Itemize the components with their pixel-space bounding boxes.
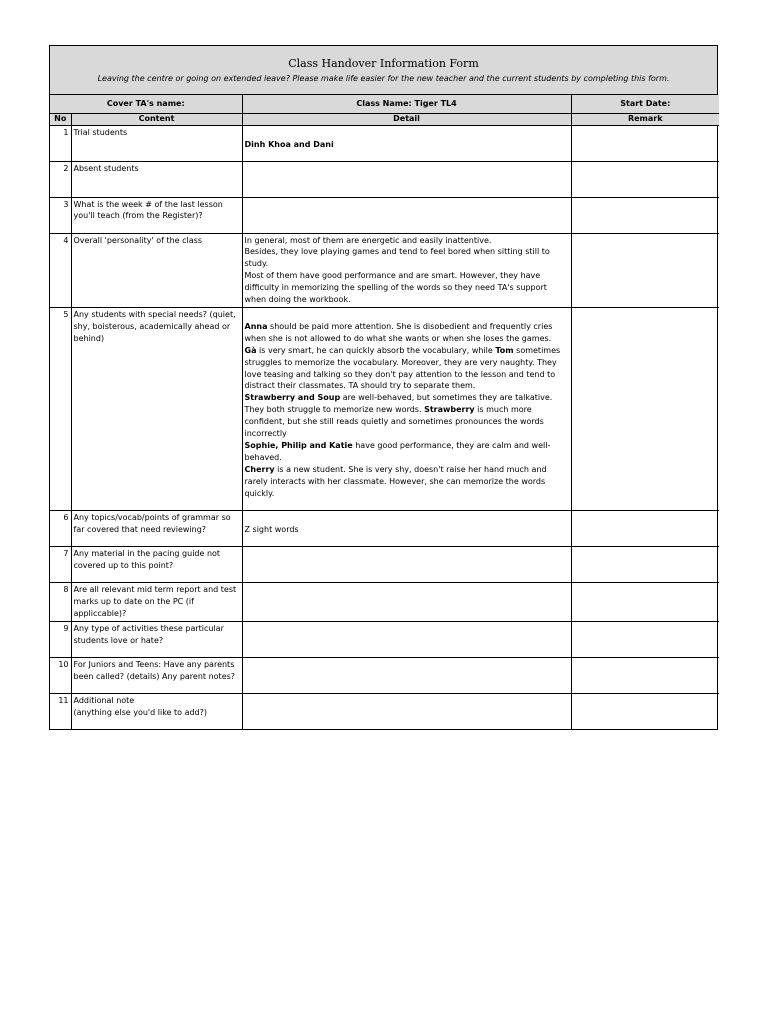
student-name-ga: Gà <box>244 345 257 355</box>
content-line: (anything else you'd like to add?) <box>73 707 208 717</box>
row-content: What is the week # of the last lesson you'll teach (from the Register)? <box>71 197 242 233</box>
row-number: 9 <box>50 621 71 657</box>
detail-paragraph-strawberry-soup <box>245 392 569 440</box>
table-row <box>50 307 719 510</box>
row-remark <box>571 510 719 546</box>
row-remark <box>571 657 719 693</box>
detail-line: In general, most of them are energetic and easily inattentive. <box>244 235 492 245</box>
row-remark <box>571 582 719 621</box>
row-content: Any type of activities these particular students love or hate? <box>71 621 242 657</box>
detail-paragraph-anna <box>245 321 569 345</box>
table-row <box>50 546 719 582</box>
detail-paragraph-sophie-philip-katie <box>245 440 569 464</box>
row-number: 5 <box>50 307 71 510</box>
student-name-cherry: Cherry <box>244 464 275 474</box>
form-subtitle: Leaving the centre or going on extended leave? Please make life easier for the new teacher and the current students by completing this form. <box>97 74 670 83</box>
row-detail <box>242 582 571 621</box>
col-detail-header: Detail <box>242 113 571 125</box>
info-header-row <box>50 95 719 113</box>
student-name-anna: Anna <box>244 321 268 331</box>
row-detail <box>242 197 571 233</box>
row-content: Any topics/vocab/points of grammar so far covered that need reviewing? <box>71 510 242 546</box>
student-name-sophie-philip-katie: Sophie, Philip and Katie <box>244 441 353 450</box>
row-remark <box>571 125 719 161</box>
row-remark <box>571 693 719 729</box>
table-row <box>50 657 719 693</box>
row-remark <box>571 307 719 510</box>
row-number: 7 <box>50 546 71 582</box>
detail-paragraph-ga-tom <box>245 345 569 393</box>
column-header-row <box>50 113 719 125</box>
content-line: Additional note <box>73 695 135 705</box>
form-title: Class Handover Information Form <box>288 57 479 70</box>
row-content: Any material in the pacing guide not covered up to this point? <box>71 546 242 582</box>
row-detail <box>242 161 571 197</box>
detail-text: is much more confident, but she still reads quietly and sometimes pronounces the words incorrectly <box>244 405 544 439</box>
row-content: Any students with special needs? (quiet, shy, boisterous, academically ahead or behind) <box>71 307 242 510</box>
col-no-header: No <box>50 113 71 125</box>
row-detail <box>242 307 571 510</box>
handover-table <box>50 95 719 729</box>
detail-text: sometimes struggles to memorize the vocabulary. Moreover, they are very naughty. They love teasing and talking so they don't pay attention to the lesson and tend to distract their classmates. TA should try to separate them. <box>244 345 561 391</box>
row-content <box>71 693 242 729</box>
trial-students-detail: Dinh Khoa and Dani <box>244 139 334 149</box>
row-detail <box>242 621 571 657</box>
class-name-label: Class Name: Tiger TL4 <box>242 95 571 113</box>
row-content: Are all relevant mid term report and test marks up to date on the PC (if appliccable)? <box>71 582 242 621</box>
row-detail <box>242 510 571 546</box>
row-content: Trial students <box>71 125 242 161</box>
detail-text: are well-behaved, but sometimes they are talkative. They both struggle to memorize new words. <box>244 393 553 415</box>
row-remark <box>571 233 719 307</box>
table-row <box>50 125 719 161</box>
table-row <box>50 582 719 621</box>
row-content: Absent students <box>71 161 242 197</box>
row-number: 11 <box>50 693 71 729</box>
handover-form <box>49 45 718 730</box>
row-content: For Juniors and Teens: Have any parents been called? (details) Any parent notes? <box>71 657 242 693</box>
row-detail <box>242 233 571 307</box>
row-detail <box>242 657 571 693</box>
detail-line: Most of them have good performance and are smart. However, they have difficulty in memorizing the spelling of the words so they need TA's support when doing the workbook. <box>244 271 547 305</box>
row-remark <box>571 546 719 582</box>
row-number: 4 <box>50 233 71 307</box>
detail-text: is a new student. She is very shy, doesn't raise her hand much and rarely interacts with her classmate. However, she can memorize the words quickly. <box>244 464 547 498</box>
col-remark-header: Remark <box>571 113 719 125</box>
row-number: 2 <box>50 161 71 197</box>
table-row <box>50 621 719 657</box>
detail-text: is very smart, he can quickly absorb the vocabulary, while <box>256 345 496 355</box>
row-detail <box>242 693 571 729</box>
row-number: 1 <box>50 125 71 161</box>
table-row <box>50 510 719 546</box>
row-number: 10 <box>50 657 71 693</box>
row-remark <box>571 621 719 657</box>
form-title-box <box>50 46 717 95</box>
table-row <box>50 161 719 197</box>
row-detail <box>242 125 571 161</box>
row-content: Overall 'personality' of the class <box>71 233 242 307</box>
table-row <box>50 197 719 233</box>
detail-paragraph-cherry <box>245 464 569 500</box>
row-remark <box>571 197 719 233</box>
row-number: 8 <box>50 582 71 621</box>
detail-text: should be paid more attention. She is disobedient and frequently cries when she is not allowed to do what she wants or when she loses the games. <box>244 321 553 343</box>
row-detail <box>242 546 571 582</box>
detail-line: Besides, they love playing games and tend to feel bored when sitting still to study. <box>244 247 550 269</box>
col-content-header: Content <box>71 113 242 125</box>
start-date-label: Start Date: <box>571 95 719 113</box>
row-number: 6 <box>50 510 71 546</box>
table-row <box>50 693 719 729</box>
table-row <box>50 233 719 307</box>
student-name-tom: Tom <box>495 345 514 355</box>
topics-review-detail: Z sight words <box>244 524 299 534</box>
cover-ta-label: Cover TA's name: <box>50 95 242 113</box>
row-remark <box>571 161 719 197</box>
student-name-strawberry: Strawberry <box>424 405 475 415</box>
row-number: 3 <box>50 197 71 233</box>
detail-text: have good performance, they are calm and well-behaved. <box>244 441 551 462</box>
student-name-strawberry-soup: Strawberry and Soup <box>244 393 341 403</box>
